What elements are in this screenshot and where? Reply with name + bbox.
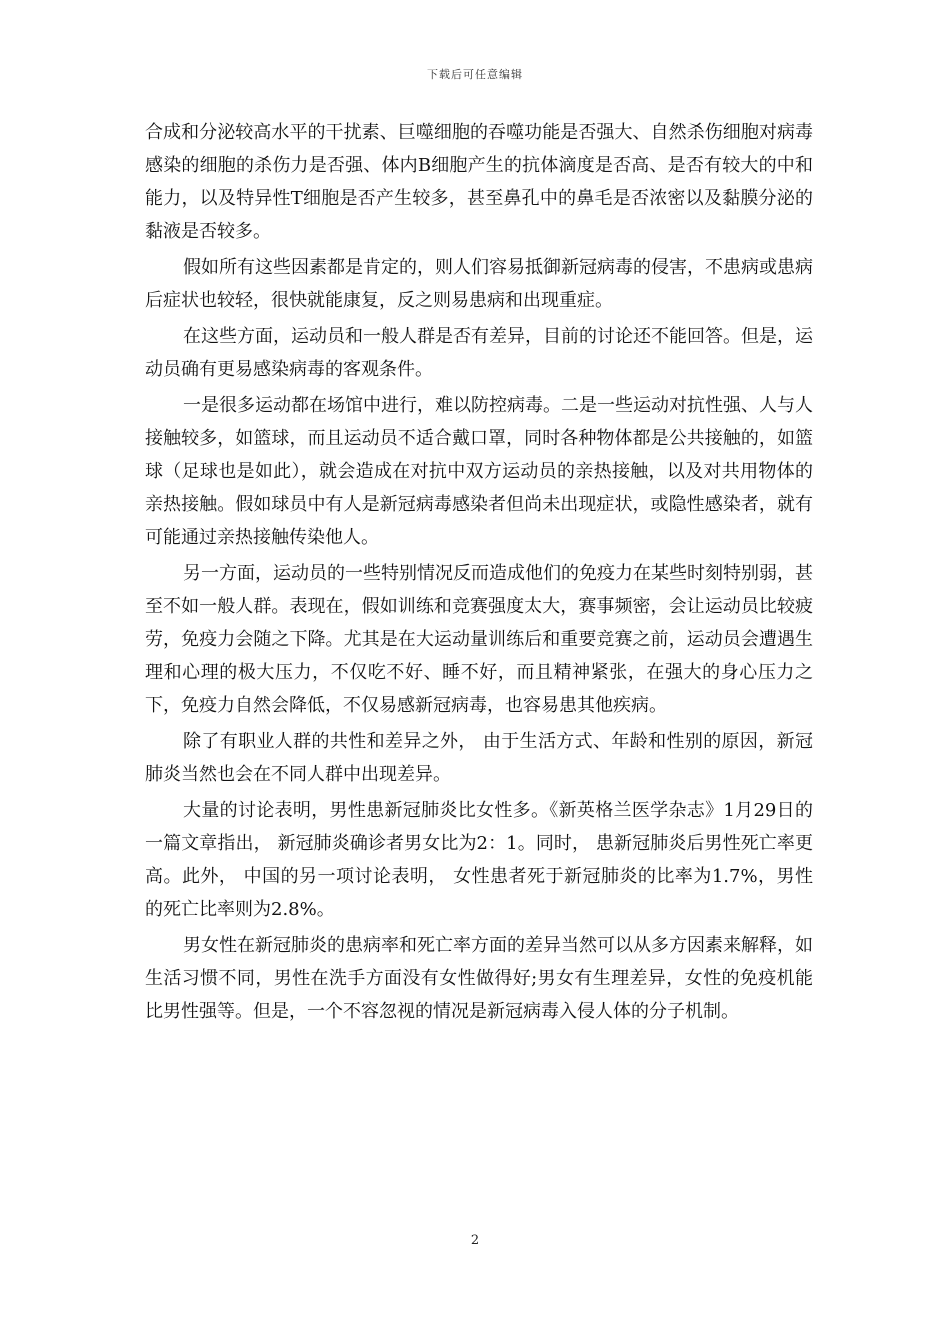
page-header: 下载后可任意编辑 bbox=[427, 68, 523, 81]
paragraph-8: 男女性在新冠肺炎的患病率和死亡率方面的差异当然可以从多方因素来解释，如生活习惯不同，男性在洗手方面没有女性做得好;男女有生理差异，女性的免疫机能比男性强等。但是，一个不容忽视的情况是新冠病毒入侵人体的分子机制。 bbox=[145, 935, 813, 1022]
paragraph-4: 一是很多运动都在场馆中进行，难以防控病毒。二是一些运动对抗性强、人与人接触较多，如篮球，而且运动员不适合戴口罩，同时各种物体都是公共接触的，如篮球（足球也是如此），就会造成在对抗中双方运动员的亲热接触，以及对共用物体的亲热接触。假如球员中有人是新冠病毒感染者但尚未出现症状，或隐性感染者，就有可能通过亲热接触传染他人。 bbox=[145, 395, 813, 548]
paragraph-1: 合成和分泌较高水平的干扰素、巨噬细胞的吞噬功能是否强大、自然杀伤细胞对病毒感染的细胞的杀伤力是否强、体内B细胞产生的抗体滴度是否高、是否有较大的中和能力，以及特异性T细胞是否产生较多，甚至鼻孔中的鼻毛是否浓密以及黏膜分泌的黏液是否较多。 bbox=[145, 122, 813, 242]
document-body bbox=[145, 116, 813, 1031]
paragraph-3: 在这些方面，运动员和一般人群是否有差异，目前的讨论还不能回答。但是，运动员确有更易感染病毒的客观条件。 bbox=[145, 326, 813, 380]
paragraph-7: 大量的讨论表明，男性患新冠肺炎比女性多。《新英格兰医学杂志》1月29日的一篇文章指出， 新冠肺炎确诊者男女比为2：1。同时， 患新冠肺炎后男性死亡率更高。此外， 中国的另一项讨论表明， 女性患者死于新冠肺炎的比率为1.7%，男性的死亡比率则为2.8%。 bbox=[145, 800, 813, 920]
paragraph-2: 假如所有这些因素都是肯定的，则人们容易抵御新冠病毒的侵害，不患病或患病后症状也较轻，很快就能康复，反之则易患病和出现重症。 bbox=[145, 257, 813, 311]
page-number: 2 bbox=[470, 1233, 480, 1248]
paragraph-5: 另一方面，运动员的一些特别情况反而造成他们的免疫力在某些时刻特别弱，甚至不如一般人群。表现在，假如训练和竞赛强度太大，赛事频密，会让运动员比较疲劳，免疫力会随之下降。尤其是在大运动量训练后和重要竞赛之前，运动员会遭遇生理和心理的极大压力，不仅吃不好、睡不好，而且精神紧张，在强大的身心压力之下，免疫力自然会降低，不仅易感新冠病毒，也容易患其他疾病。 bbox=[145, 563, 813, 716]
paragraph-6: 除了有职业人群的共性和差异之外， 由于生活方式、年龄和性别的原因，新冠肺炎当然也会在不同人群中出现差异。 bbox=[145, 731, 813, 785]
